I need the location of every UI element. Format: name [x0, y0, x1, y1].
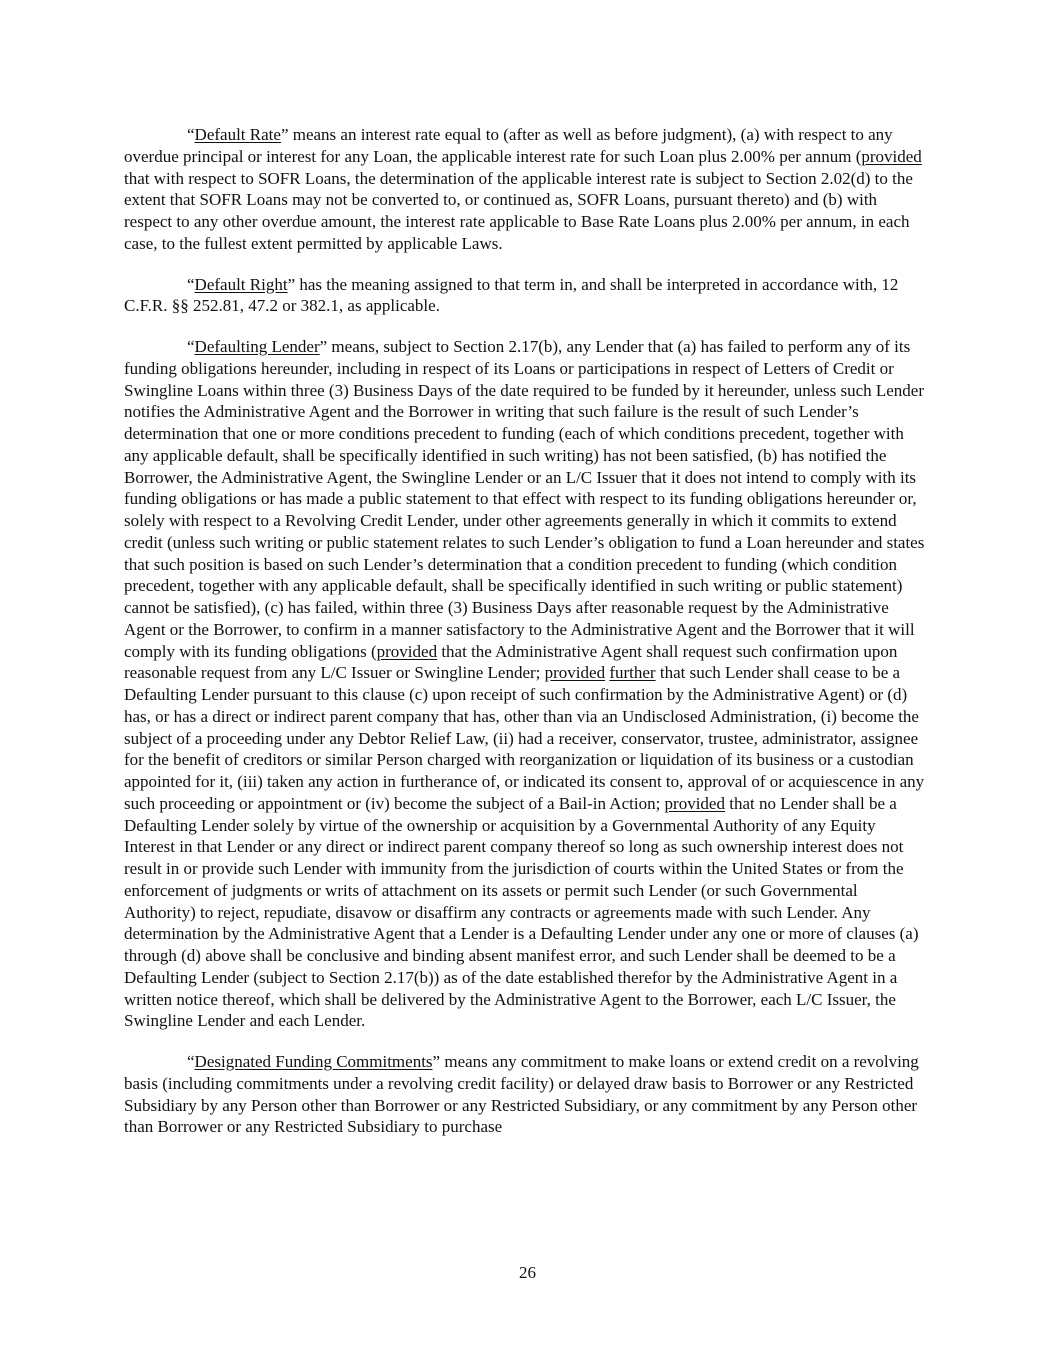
defined-term: Default Right	[194, 274, 288, 294]
text-run: ” means, subject to Section 2.17(b), any Lender that (a) has failed to perform any of its funding obligations hereunder, including in respect of its Loans or participations in respect of Letters of Credit or Swingline Loans within three (3) Business Days of the date required to be funded by it hereunder, unless such Lender notifies the Administrative Agent and the Borrower in writing that such failure is the result of such Lender’s determination that one or more conditions precedent to funding (each of which conditions precedent, together with any applicable default, shall be specifically identified in such writing) has not been satisfied, (b) has notified the Borrower, the Administrative Agent, the Swingline Lender or an L/C Issuer that it does not intend to comply with its funding obligations or has made a public statement to that effect with respect to its funding obligations hereunder or, solely with respect to a Revolving Credit Lender, under other agreements generally in which it commits to extend credit (unless such writing or public statement relates to such Lender’s obligation to fund a Loan hereunder and states that such position is based on such Lender’s determination that a condition precedent to funding (which condition precedent, together with any applicable default, shall be specifically identified in such writing or public statement) cannot be satisfied), (c) has failed, within three (3) Business Days after reasonable request by the Administrative Agent or the Borrower, to confirm in a manner satisfactory to the Administrative Agent and the Borrower that it will comply with its funding obligations (	[124, 337, 925, 661]
defined-term: provided	[861, 146, 922, 166]
page-number: 26	[519, 1263, 536, 1282]
text-run: “	[187, 337, 195, 356]
defined-term: Defaulting Lender	[194, 337, 320, 356]
text-run: ” means any commitment to make loans or extend credit on a revolving basis (including commitments under a revolving credit facility) or delayed draw basis to Borrower or any Restricted Subsidiary by any Person other than Borrower or any Restricted Subsidiary, or any commitment by any Person other than Borrower or any Restricted Subsidiary to purchase	[124, 1052, 919, 1137]
text-run: “	[187, 274, 195, 294]
defined-term: Default Rate	[194, 125, 281, 144]
text-run: “	[187, 1052, 195, 1071]
text-run: ” means an interest rate equal to (after as well as before judgment), (a) with respect to any overdue principal or interest for any Loan, the applicable interest rate for such Loan plus 2.00% per annum (	[124, 125, 893, 166]
defined-term: Designated Funding Commitments	[194, 1052, 433, 1071]
defined-term: provided	[544, 663, 606, 683]
text-run: that with respect to SOFR Loans, the determination of the applicable interest rate is subject to Section 2.02(d) to the extent that SOFR Loans may not be converted to, or continued as, SOFR Loans, pursuant thereto) and (b) with respect to any other overdue amount, the interest rate applicable to Base Rate Loans plus 2.00% per annum, in each case, to the fullest extent permitted by applicable Laws.	[124, 168, 913, 253]
text-run: that such Lender shall cease to be a Defaulting Lender pursuant to this clause (c) upon receipt of such confirmation by the Administrative Agent) or (d) has, or has a direct or indirect parent company that has, other than via an Undisclosed Administration, (i) become the subject of a proceeding under any Debtor Relief Law, (ii) had a receiver, conservator, trustee, administrator, assignee for the benefit of creditors or similar Person charged with reorganization or liquidation of its business or a custodian appointed for it, (iii) taken any action in furtherance of, or indicated its consent to, approval of or acquiescence in any such proceeding or appointment or (iv) become the subject of a Bail-in Action;	[124, 663, 925, 813]
defined-term: provided	[664, 793, 725, 813]
text-run: ” has the meaning assigned to that term in, and shall be interpreted in accordance with, 12 C.F.R. §§ 252.81, 47.2 or 382.1, as applicable.	[124, 274, 899, 316]
defined-term: provided	[376, 641, 438, 661]
paragraph-designated-funding-commitments	[124, 1051, 927, 1138]
paragraph-default-rate	[124, 124, 927, 255]
document-body	[124, 124, 927, 1138]
text-run: that no Lender shall be a Defaulting Lender solely by virtue of the ownership or acquisition by a Governmental Authority of any Equity Interest in that Lender or any direct or indirect parent company thereof so long as such ownership interest does not result in or provide such Lender with immunity from the jurisdiction of courts within the United States or from the enforcement of judgments or writs of attachment on its assets or permit such Lender (or such Governmental Authority) to reject, repudiate, disavow or disaffirm any contracts or agreements made with such Lender. Any determination by the Administrative Agent that a Lender is a Defaulting Lender under any one or more of clauses (a) through (d) above shall be conclusive and binding absent manifest error, and such Lender shall be deemed to be a Defaulting Lender (subject to Section 2.17(b)) as of the date established therefor by the Administrative Agent in a written notice thereof, which shall be delivered by the Administrative Agent to the Borrower, each L/C Issuer, the Swingline Lender and each Lender.	[124, 793, 919, 1031]
text-run: that the Administrative Agent shall request such confirmation upon reasonable request from any L/C Issuer or Swingline Lender;	[124, 641, 898, 683]
text-run: “	[187, 125, 195, 144]
paragraph-default-right	[124, 274, 927, 318]
defined-term: further	[609, 663, 656, 683]
paragraph-defaulting-lender	[124, 336, 927, 1032]
